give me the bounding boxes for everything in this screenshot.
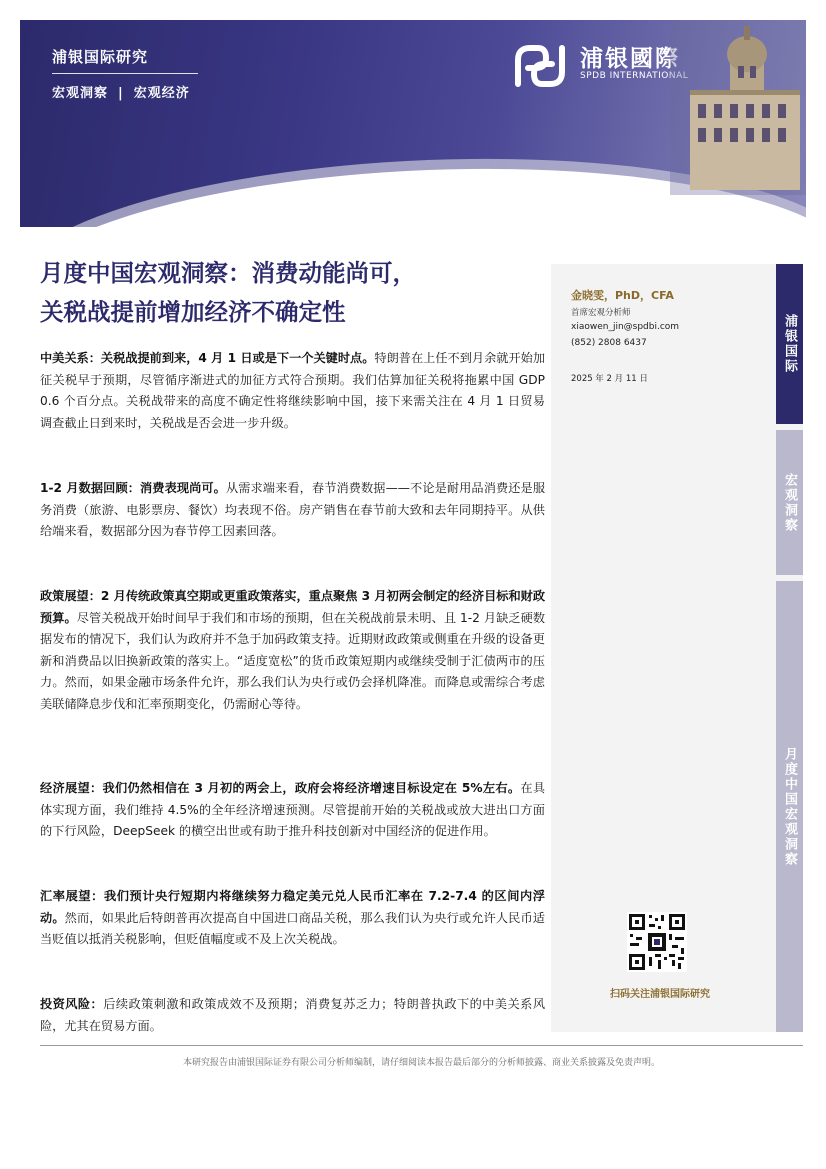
title-line-1: 月度中国宏观洞察：消费动能尚可， (40, 259, 416, 287)
paragraph-lead: 投资风险： (40, 997, 104, 1011)
author-name: 金晓雯，PhD，CFA (571, 289, 674, 302)
paragraph-body: 尽管关税战开始时间早于我们和市场的预期，但在关税战前景未明、且 1-2 月缺乏硬数据发布的情况下，我们认为政府并不急于加码政策支持。近期财政政策或侧重在升级的设备更新和消费品以旧换新政策的落实上。“适度宽松”的货币政策短期内或继续受制于汇债两市的压力。然而，如果金融市场条件允许，那么我们认为央行或仍会择机降准。而降息或需综合考虑美联储降息步伐和汇率预期变化，仍需耐心等待。 (40, 610, 546, 711)
paragraph-body: 然而，如果此后特朗普再次提高自中国进口商品关税，那么我们认为央行或允许人民币适当贬值以抵消关税影响，但贬值幅度或不及上次关税战。 (40, 910, 545, 947)
paragraph-investment-risks (40, 994, 545, 1037)
report-title (40, 254, 560, 332)
paragraph-lead: 1-2 月数据回顾：消费表现尚可。 (40, 481, 226, 495)
qr-code-icon (627, 912, 687, 972)
author-role: 首席宏观分析师 (571, 308, 631, 318)
paragraph-lead: 经济展望：我们仍然相信在 3 月初的两会上，政府会将经济增速目标设定在 5%左右。 (40, 781, 521, 795)
side-tab-brand: 浦银国际 (776, 264, 803, 424)
logo-english: SPDB INTERNATIONAL (580, 71, 689, 81)
footer-divider (40, 1045, 803, 1046)
paragraph-economic-outlook (40, 778, 545, 843)
header-banner (20, 20, 806, 227)
paragraph-lead: 中美关系：关税战提前到来，4 月 1 日或是下一个关键时点。 (40, 351, 375, 365)
spdb-logo-icon (512, 40, 568, 92)
report-date: 2025 年 2 月 11 日 (571, 374, 648, 384)
paragraph-body: 后续政策刺激和政策成效不及预期；消费复苏乏力；特朗普执政下的中美关系风险，尤其在贸易方面。 (40, 997, 546, 1033)
paragraph-us-china (40, 348, 545, 434)
paragraph-policy-outlook (40, 586, 545, 716)
paragraph-fx-outlook (40, 886, 545, 951)
title-line-2: 关税战提前增加经济不确定性 (40, 298, 346, 326)
side-tab-category: 宏观洞察 (776, 430, 803, 575)
paragraph-body: 在具体实现方面，我们维持 4.5%的全年经济增速预测。尽管提前开始的关税战或放大进出口方面的下行风险，DeepSeek 的横空出世或有助于推升科技创新对中国经济的促进作用。 (40, 781, 546, 839)
paragraph-body: 特朗普在上任不到月余就开始加征关税早于预期，尽管循序渐进式的加征方式符合预期。我们估算加征关税将拖累中国 GDP 0.6 个百分点。关税战带来的高度不确定性将继续影响中国，接下来需关注在 4 月 1 日贸易调查截止日到来时，关税战是否会进一步升级。 (40, 351, 546, 430)
author-email[interactable]: xiaowen_jin@spdbi.com (571, 322, 680, 332)
paragraph-lead: 汇率展望：我们预计央行短期内将继续努力稳定美元兑人民币汇率在 7.2-7.4 的区间内浮动。 (40, 889, 545, 925)
footer-disclaimer: 本研究报告由浦银国际证券有限公司分析师编制，请仔细阅读本报告最后部分的分析师披露、商业关系披露及免责声明。 (182, 1058, 660, 1068)
side-tab-report: 月度中国宏观洞察 (776, 581, 803, 1032)
report-series (52, 82, 190, 101)
building-illustration (670, 20, 806, 195)
brand-divider (52, 73, 198, 74)
brand-name: 浦银国际研究 (52, 48, 149, 66)
series-separator: | (118, 86, 124, 101)
paragraph-body: 从需求端来看，春节消费数据——不论是耐用品消费还是服务消费（旅游、电影票房、餐饮）均表现不俗。房产销售在春节前大致和去年同期持平。从供给端来看，数据部分因为春节停工因素回落。 (40, 481, 546, 539)
paragraph-data-review (40, 478, 545, 543)
paragraph-lead: 政策展望：2 月传统政策真空期或更重政策落实，重点聚焦 3 月初两会制定的经济目标和财政预算。 (40, 589, 546, 625)
series-right: 宏观经济 (133, 86, 190, 101)
series-left: 宏观洞察 (52, 86, 109, 101)
qr-caption: 扫码关注浦银国际研究 (610, 989, 710, 1000)
logo-chinese: 浦银國際 (580, 46, 680, 72)
author-phone: (852) 2808 6437 (571, 338, 647, 348)
